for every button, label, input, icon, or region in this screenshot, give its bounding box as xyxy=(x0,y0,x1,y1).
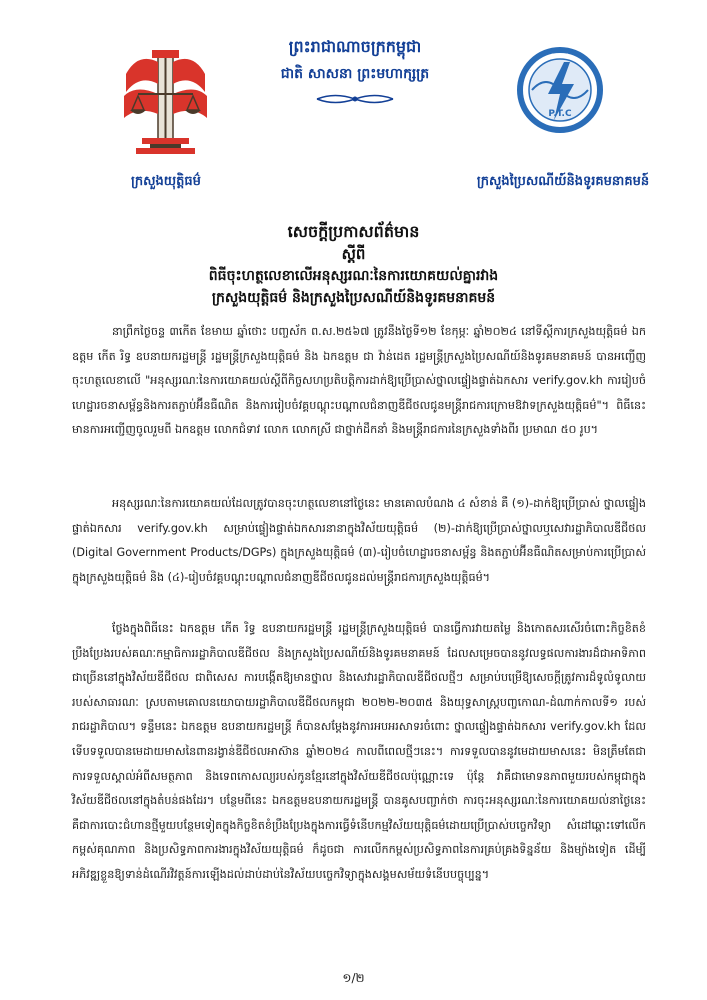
ministry-of-posts-label: ក្រសួងប្រៃសណីយ៍និងទូរគមនាគមន៍ xyxy=(476,174,650,189)
ornament-divider-icon xyxy=(315,92,395,106)
ministry-of-posts-emblem xyxy=(516,44,604,142)
logo-right-top-text: ប.ទ.គ xyxy=(551,52,569,60)
press-release-title xyxy=(60,221,647,309)
kingdom-motto: ជាតិ សាសនា ព្រះមហាក្សត្រ xyxy=(280,66,430,82)
body-paragraph-2: អនុស្សរណៈនៃការយោគយល់ដែលត្រូវបានចុះហត្ថលេខានៅថ្ងៃនេះ មានគោលបំណង ៤ សំខាន់ គឺ (១)-ដាក់ឱ្យប្រើប្រាស់ ថ្នាលផ្ទៀងផ្ទាត់ឯកសារ verify.gov.kh សម្រាប់ផ្ទៀងផ្ទាត់ឯកសារនានាក្នុងវិស័យយុត្តិធម៌ (២)-ដាក់ឱ្យប្រើប្រាស់ថ្នាលឬសេវារដ្ឋាភិបាលឌីជីថល (Digital Government Products/DGPs) ក្នុងក្រសួងយុត្តិធម៌ (៣)-រៀបចំហេដ្ឋារចនាសម្ព័ន្ធ និងតភ្ជាប់អ៊ីនធឺណិតសម្រាប់ការប្រើប្រាស់ក្នុងក្រសួងយុត្តិធម៌ និង (៤)-រៀបចំវគ្គបណ្តុះបណ្តាលជំនាញឌីជីថលជូនដល់មន្ត្រីរាជការក្រសួងយុត្តិធម៌។ xyxy=(72,497,646,584)
page-number: ១/២ xyxy=(342,971,365,985)
title-line-4: ក្រសួងយុត្តិធម៌ និងក្រសួងប្រៃសណីយ៍និងទូរគមនាគមន៍ xyxy=(211,290,496,306)
ministry-of-justice-label: ក្រសួងយុត្តិធម៌ xyxy=(131,174,201,189)
kingdom-title: ព្រះរាជាណាចក្រកម្ពុជា xyxy=(288,37,422,56)
title-line-2: ស្តីពី xyxy=(341,245,366,263)
logo-right-ptc-text: P.T.C xyxy=(548,109,572,119)
title-line-1: សេចក្តីប្រកាសព័ត៌មាន xyxy=(287,222,420,241)
body-paragraph-3: ថ្លែងក្នុងពិធីនេះ ឯកឧត្តម កើត រិទ្ធ ឧបនាយករដ្ឋមន្ត្រី រដ្ឋមន្ត្រីក្រសួងយុត្តិធម៌ បានធ្វើការវាយតម្លៃ និងកោតសរសើរចំពោះកិច្ចខិតខំប្រឹងប្រែងរបស់គណៈកម្មាធិការរដ្ឋាភិបាលឌីជីថល និងក្រសួងប្រៃសណីយ៍និងទូរគមនាគមន៍ ដែលសម្រេចបាននូវលទ្ធផលការងារដ៏ជាអាទិភាពជាច្រើននៅក្នុងវិស័យឌីជីថល ជាពិសេស ការបង្កើតឱ្យមានថ្នាល និងសេវារដ្ឋាភិបាលឌីជីថលថ្មីៗ សម្រាប់បម្រើឱ្យសេចក្តីត្រូវការដ៏ទូលំទូលាយរបស់សាធារណៈ ស្របតាមគោលនយោបាយរដ្ឋាភិបាលឌីជីថលកម្ពុជា ២០២២-២០៣៥ និងយុទ្ធសាស្ត្របញ្ចកោណ-ដំណាក់កាលទី១ របស់រាជរដ្ឋាភិបាល។ ទន្ទឹមនេះ ឯកឧត្តម ឧបនាយករដ្ឋមន្ត្រី ក៏បានសម្តែងនូវការអបអរសាទរចំពោះ ថ្នាលផ្ទៀងផ្ទាត់ឯកសារ verify.gov.kh ដែលទើបទទួលបានមេដាយមាសនៃពានរង្វាន់ឌីជីថលអាស៊ាន ឆ្នាំ២០២៤ កាលពីពេលថ្មីៗនេះ។ ការទទួលបាននូវមេដាយមាសនេះ មិនត្រឹមតែជាការទទួលស្គាល់អំពីសមត្ថភាព និងទេពកោសល្យរបស់កូនខ្មែរនៅក្នុងវិស័យឌីជីថលប៉ុណ្ណោះទេ ប៉ុន្តែ វាគឺជាមោទនភាពមួយរបស់កម្ពុជាក្នុងវិស័យឌីជីថលនៅក្នុងតំបន់ផងដែរ។ បន្ថែមពីនេះ ឯកឧត្តមឧបនាយករដ្ឋមន្ត្រី បានគូសបញ្ជាក់ថា ការចុះអនុស្សរណៈនៃការយោគយល់នាថ្ងៃនេះ គឺជាការបោះជំហានថ្មីមួយបន្ថែមទៀតក្នុងកិច្ចខិតខំប្រឹងប្រែងក្នុងការធ្វើទំនើបកម្មវិស័យយុត្តិធម៌ដោយប្រើប្រាស់បច្ចេកវិទ្យា សំដៅឆ្ពោះទៅលើកកម្ពស់គុណភាព និងប្រសិទ្ធភាពការងារក្នុងវិស័យយុត្តិធម៌ ក៏ដូចជា ការលើកកម្ពស់ប្រសិទ្ធភាពនៃការគ្រប់គ្រងទិន្នន័យ និងម្យ៉ាងទៀត ដើម្បីអភិវឌ្ឍខ្លួនឱ្យទាន់ដំណើរវិវត្តន៍ការឡើងដល់ដាប់ដាប់នៃវិស័យបច្ចេកវិទ្យាក្នុងសង្គមសម័យទំនើបបច្ចុប្បន្ន។ xyxy=(72,622,646,881)
title-line-3: ពិធីចុះហត្ថលេខាលើអនុស្សរណៈនៃការយោគយល់គ្នារវាង xyxy=(208,268,499,284)
ministry-of-justice-emblem xyxy=(118,44,213,162)
body-paragraph-1: នាព្រឹកថ្ងៃចន្ទ ៣កើត ខែមាឃ ឆ្នាំថោះ បញ្ចស័ក ព.ស.២៥៦៧ ត្រូវនឹងថ្ងៃទី១២ ខែកុម្ភៈ ឆ្នាំ២០២៤ នៅទីស្តីការក្រសួងយុត្តិធម៌ ឯកឧត្តម កើត រិទ្ធ ឧបនាយករដ្ឋមន្ត្រី រដ្ឋមន្ត្រីក្រសួងយុត្តិធម៌ និង ឯកឧត្តម ជា វ៉ាន់ដេត រដ្ឋមន្ត្រីក្រសួងប្រៃសណីយ៍និងទូរគមនាគមន៍ បានអញ្ជើញចុះហត្ថលេខាលើ "អនុស្សរណៈនៃការយោគយល់ស្តីពីកិច្ចសហប្រតិបត្តិការដាក់ឱ្យប្រើប្រាស់ថ្នាលផ្ទៀងផ្ទាត់ឯកសារ verify.gov.kh ការរៀបចំហេដ្ឋារចនាសម្ព័ន្ធនិងការតភ្ជាប់អ៊ីនធឺណិត និងការរៀបចំវគ្គបណ្តុះបណ្តាលជំនាញឌីជីថលជូនមន្ត្រីរាជការក្រោមឱវាទក្រសួងយុត្តិធម៌"។ ពិធីនេះមានការអញ្ជើញចូលរួមពី ឯកឧត្តម លោកជំទាវ លោក លោកស្រី ជាថ្នាក់ដឹកនាំ និងមន្ត្រីរាជការនៃក្រសួងទាំងពីរ ប្រមាណ ៥០ រូប។ xyxy=(72,325,646,437)
